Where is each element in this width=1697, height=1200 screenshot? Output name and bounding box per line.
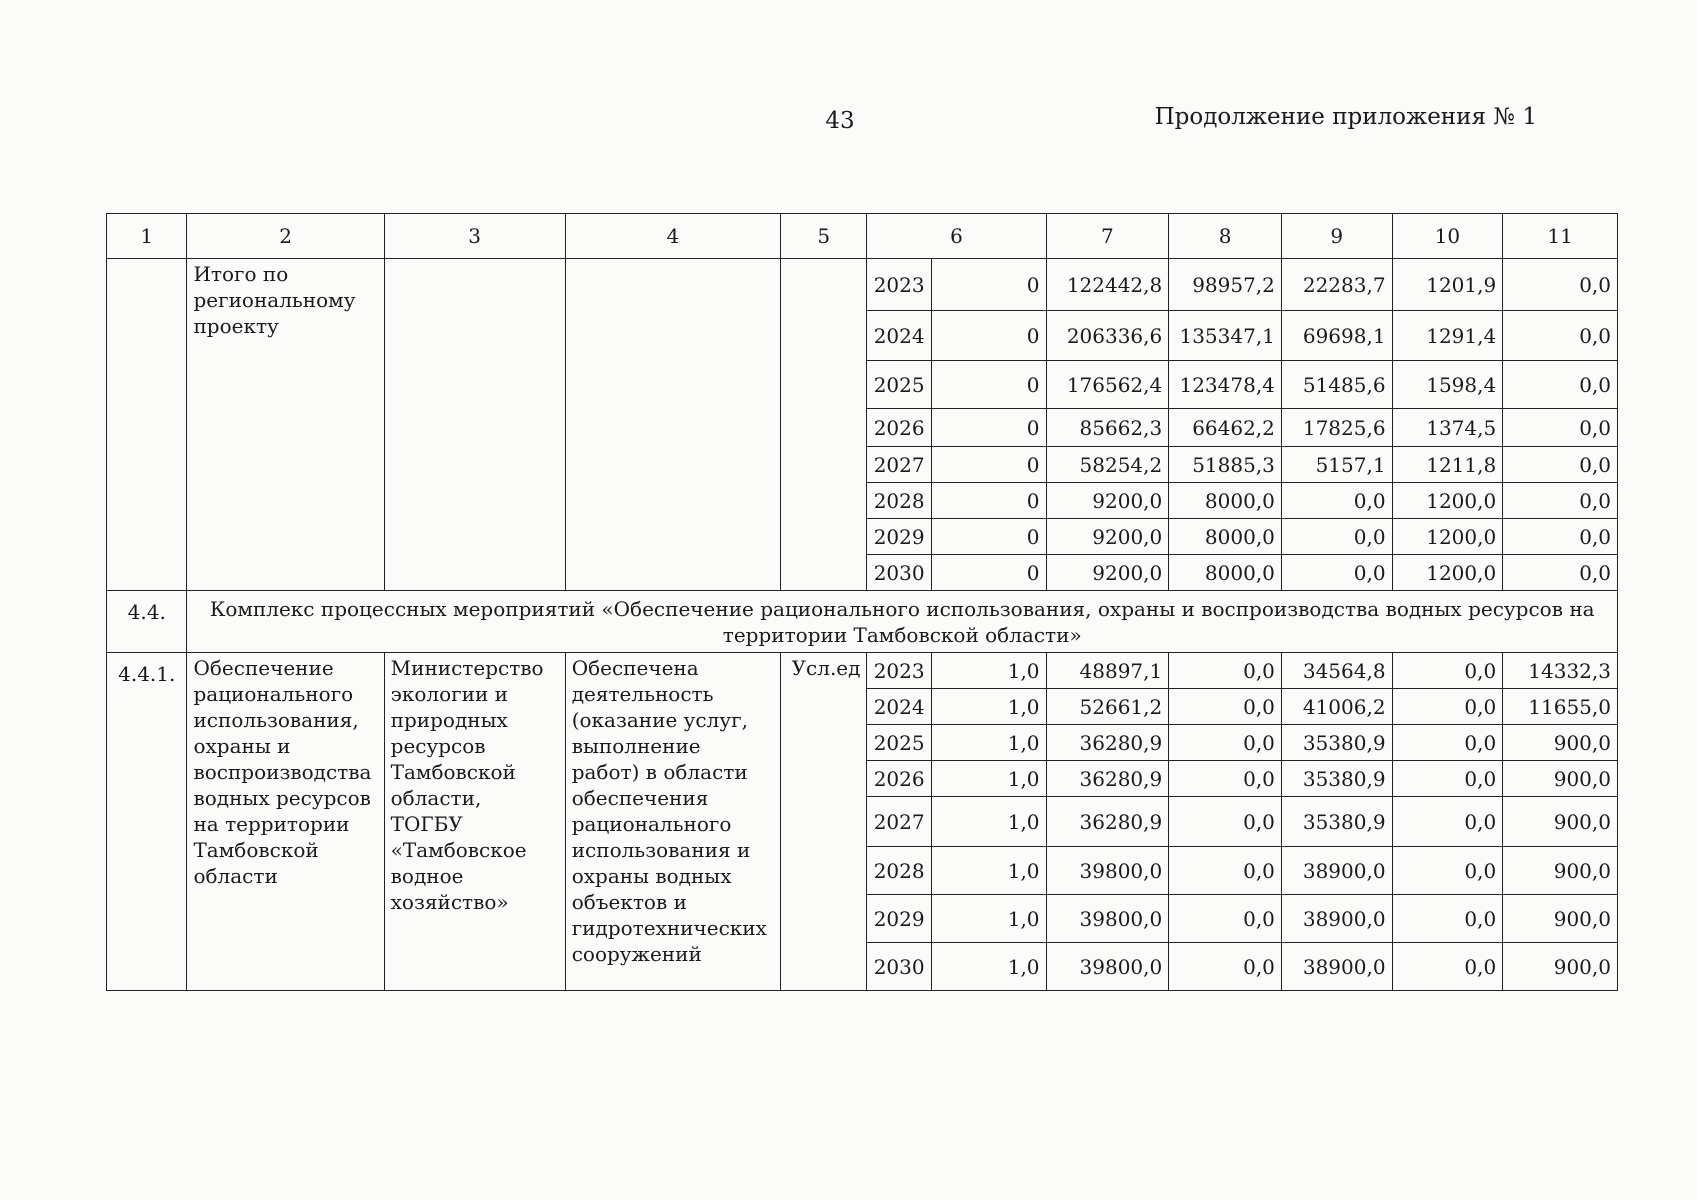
- value-cell-c6: 0: [931, 311, 1046, 361]
- year-cell: 2030: [867, 555, 931, 591]
- value-cell-c11: 0,0: [1503, 311, 1618, 361]
- value-cell-c6: 0: [931, 259, 1046, 311]
- value-cell-c9: 35380,9: [1281, 797, 1392, 847]
- value-cell-c6: 1,0: [931, 725, 1046, 761]
- value-cell-c9: 0,0: [1281, 483, 1392, 519]
- value-cell-c11: 11655,0: [1503, 689, 1618, 725]
- value-cell-c11: 900,0: [1503, 761, 1618, 797]
- year-cell: 2030: [867, 943, 931, 991]
- section-row: [107, 591, 1618, 653]
- year-cell: 2026: [867, 409, 931, 447]
- value-cell-c7: 206336,6: [1046, 311, 1169, 361]
- value-cell-c7: 39800,0: [1046, 943, 1169, 991]
- value-cell-c10: 1200,0: [1392, 519, 1503, 555]
- header-cell: 4: [565, 214, 780, 259]
- value-cell-c11: 14332,3: [1503, 653, 1618, 689]
- value-cell-c11: 900,0: [1503, 847, 1618, 895]
- value-cell-c9: 35380,9: [1281, 761, 1392, 797]
- header-cell: 3: [384, 214, 565, 259]
- row-index-cell: [107, 259, 187, 591]
- value-cell-c11: 0,0: [1503, 361, 1618, 409]
- header-cell: 8: [1169, 214, 1282, 259]
- year-cell: 2025: [867, 361, 931, 409]
- row-executor-cell: Министерство экологии и природных ресурсов Тамбовской области, ТОГБУ «Тамбовское водное хозяйство»: [384, 653, 565, 991]
- value-cell-c11: 0,0: [1503, 483, 1618, 519]
- section-title-cell: Комплекс процессных мероприятий «Обеспечение рационального использования, охраны и воспроизводства водных ресурсов на территории Тамбовской области»: [187, 591, 1618, 653]
- value-cell-c7: 85662,3: [1046, 409, 1169, 447]
- row-name-cell: Обеспечение рационального использования, охраны и воспроизводства водных ресурсов на территории Тамбовской области: [187, 653, 384, 991]
- value-cell-c10: 0,0: [1392, 895, 1503, 943]
- value-cell-c10: 1200,0: [1392, 483, 1503, 519]
- appendix-note: Продолжение приложения № 1: [1154, 104, 1537, 130]
- value-cell-c6: 1,0: [931, 689, 1046, 725]
- value-cell-c10: 1598,4: [1392, 361, 1503, 409]
- value-cell-c6: 1,0: [931, 797, 1046, 847]
- value-cell-c7: 39800,0: [1046, 847, 1169, 895]
- value-cell-c10: 1291,4: [1392, 311, 1503, 361]
- row-executor-cell: [384, 259, 565, 591]
- value-cell-c8: 66462,2: [1169, 409, 1282, 447]
- year-cell: 2024: [867, 689, 931, 725]
- value-cell-c6: 0: [931, 361, 1046, 409]
- value-cell-c6: 1,0: [931, 847, 1046, 895]
- table-row: [107, 653, 1618, 689]
- row-unit-cell: [780, 259, 867, 591]
- header-cell: 5: [780, 214, 867, 259]
- value-cell-c8: 0,0: [1169, 689, 1282, 725]
- table-row: [107, 259, 1618, 311]
- value-cell-c11: 0,0: [1503, 259, 1618, 311]
- row-name-cell: Итого по региональному проекту: [187, 259, 384, 591]
- value-cell-c11: 900,0: [1503, 895, 1618, 943]
- year-cell: 2026: [867, 761, 931, 797]
- value-cell-c8: 8000,0: [1169, 483, 1282, 519]
- value-cell-c7: 48897,1: [1046, 653, 1169, 689]
- value-cell-c6: 0: [931, 555, 1046, 591]
- year-cell: 2023: [867, 653, 931, 689]
- value-cell-c8: 8000,0: [1169, 555, 1282, 591]
- value-cell-c10: 0,0: [1392, 847, 1503, 895]
- value-cell-c10: 1201,9: [1392, 259, 1503, 311]
- year-cell: 2024: [867, 311, 931, 361]
- value-cell-c8: 123478,4: [1169, 361, 1282, 409]
- value-cell-c8: 135347,1: [1169, 311, 1282, 361]
- value-cell-c8: 8000,0: [1169, 519, 1282, 555]
- value-cell-c11: 0,0: [1503, 447, 1618, 483]
- value-cell-c11: 900,0: [1503, 797, 1618, 847]
- header-cell: 6: [867, 214, 1046, 259]
- value-cell-c9: 0,0: [1281, 555, 1392, 591]
- value-cell-c7: 122442,8: [1046, 259, 1169, 311]
- row-unit-cell: Усл.ед: [780, 653, 867, 991]
- value-cell-c10: 0,0: [1392, 761, 1503, 797]
- value-cell-c8: 0,0: [1169, 895, 1282, 943]
- year-cell: 2028: [867, 483, 931, 519]
- row-result-cell: Обеспечена деятельность (оказание услуг, выполнение работ) в области обеспечения рационального использования и охраны водных объектов и гидротехнических сооружений: [565, 653, 780, 991]
- value-cell-c9: 22283,7: [1281, 259, 1392, 311]
- value-cell-c7: 58254,2: [1046, 447, 1169, 483]
- year-cell: 2023: [867, 259, 931, 311]
- value-cell-c11: 900,0: [1503, 943, 1618, 991]
- value-cell-c9: 38900,0: [1281, 943, 1392, 991]
- value-cell-c6: 0: [931, 483, 1046, 519]
- value-cell-c10: 0,0: [1392, 943, 1503, 991]
- value-cell-c8: 0,0: [1169, 943, 1282, 991]
- row-result-cell: [565, 259, 780, 591]
- value-cell-c10: 0,0: [1392, 653, 1503, 689]
- value-cell-c9: 69698,1: [1281, 311, 1392, 361]
- value-cell-c10: 0,0: [1392, 725, 1503, 761]
- year-cell: 2029: [867, 895, 931, 943]
- value-cell-c8: 0,0: [1169, 761, 1282, 797]
- value-cell-c7: 9200,0: [1046, 483, 1169, 519]
- value-cell-c7: 36280,9: [1046, 761, 1169, 797]
- value-cell-c6: 1,0: [931, 761, 1046, 797]
- header-cell: 10: [1392, 214, 1503, 259]
- value-cell-c8: 0,0: [1169, 797, 1282, 847]
- budget-table: [106, 213, 1618, 991]
- header-cell: 1: [107, 214, 187, 259]
- value-cell-c6: 0: [931, 519, 1046, 555]
- value-cell-c9: 5157,1: [1281, 447, 1392, 483]
- value-cell-c7: 52661,2: [1046, 689, 1169, 725]
- value-cell-c6: 1,0: [931, 943, 1046, 991]
- header-cell: 2: [187, 214, 384, 259]
- value-cell-c9: 35380,9: [1281, 725, 1392, 761]
- value-cell-c7: 36280,9: [1046, 725, 1169, 761]
- header-cell: 11: [1503, 214, 1618, 259]
- year-cell: 2027: [867, 797, 931, 847]
- year-cell: 2027: [867, 447, 931, 483]
- value-cell-c10: 1211,8: [1392, 447, 1503, 483]
- value-cell-c10: 1374,5: [1392, 409, 1503, 447]
- row-index-cell: 4.4.1.: [107, 653, 187, 991]
- table-header-row: [107, 214, 1618, 259]
- section-index-cell: 4.4.: [107, 591, 187, 653]
- value-cell-c8: 98957,2: [1169, 259, 1282, 311]
- value-cell-c6: 0: [931, 447, 1046, 483]
- value-cell-c8: 0,0: [1169, 653, 1282, 689]
- value-cell-c8: 0,0: [1169, 847, 1282, 895]
- value-cell-c9: 41006,2: [1281, 689, 1392, 725]
- value-cell-c7: 36280,9: [1046, 797, 1169, 847]
- value-cell-c6: 1,0: [931, 653, 1046, 689]
- value-cell-c8: 51885,3: [1169, 447, 1282, 483]
- year-cell: 2025: [867, 725, 931, 761]
- value-cell-c7: 9200,0: [1046, 555, 1169, 591]
- value-cell-c11: 0,0: [1503, 409, 1618, 447]
- value-cell-c9: 38900,0: [1281, 895, 1392, 943]
- value-cell-c7: 9200,0: [1046, 519, 1169, 555]
- value-cell-c9: 34564,8: [1281, 653, 1392, 689]
- page-number: 43: [825, 108, 855, 134]
- value-cell-c7: 176562,4: [1046, 361, 1169, 409]
- header-cell: 9: [1281, 214, 1392, 259]
- value-cell-c11: 0,0: [1503, 555, 1618, 591]
- value-cell-c6: 0: [931, 409, 1046, 447]
- value-cell-c11: 0,0: [1503, 519, 1618, 555]
- value-cell-c9: 17825,6: [1281, 409, 1392, 447]
- value-cell-c9: 38900,0: [1281, 847, 1392, 895]
- year-cell: 2028: [867, 847, 931, 895]
- value-cell-c11: 900,0: [1503, 725, 1618, 761]
- value-cell-c6: 1,0: [931, 895, 1046, 943]
- year-cell: 2029: [867, 519, 931, 555]
- value-cell-c10: 0,0: [1392, 797, 1503, 847]
- header-cell: 7: [1046, 214, 1169, 259]
- value-cell-c7: 39800,0: [1046, 895, 1169, 943]
- value-cell-c8: 0,0: [1169, 725, 1282, 761]
- value-cell-c9: 51485,6: [1281, 361, 1392, 409]
- value-cell-c10: 1200,0: [1392, 555, 1503, 591]
- value-cell-c9: 0,0: [1281, 519, 1392, 555]
- value-cell-c10: 0,0: [1392, 689, 1503, 725]
